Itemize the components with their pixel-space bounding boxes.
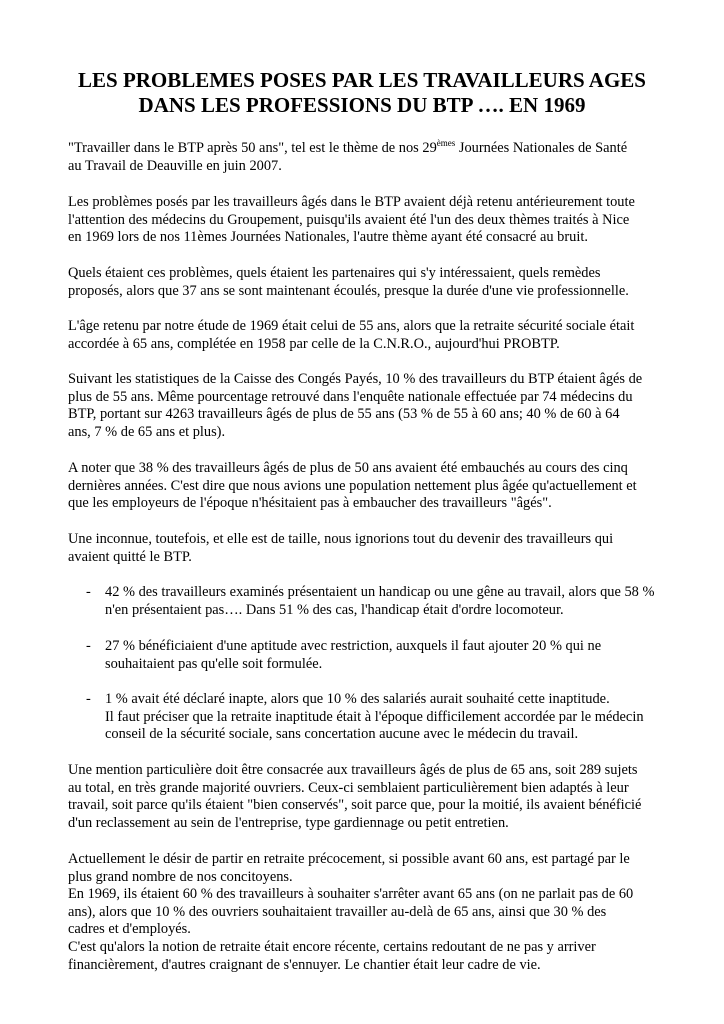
paragraph-4 xyxy=(68,318,668,353)
text-line: L'âge retenu par notre étude de 1969 était celui de 55 ans, alors que la retraite sécurité sociale était xyxy=(68,318,635,334)
superscript: èmes xyxy=(436,138,456,148)
text-line: financièrement, d'autres craignant de s'ennuyer. Le chantier était leur cadre de vie. xyxy=(68,956,541,973)
text-line: Actuellement le désir de partir en retraite précocement, si possible avant 60 ans, est partagé par le xyxy=(68,851,630,867)
text-line: C'est qu'alors la notion de retraite était encore récente, certains redoutant de ne pas y arriver xyxy=(68,938,596,955)
text-line: accordée à 65 ans, complétée en 1958 par celle de la C.N.R.O., aujourd'hui PROBTP. xyxy=(68,335,560,352)
text-line: au Travail de Deauville en juin 2007. xyxy=(68,157,282,174)
text-line: travail, soit parce qu'ils étaient "bien conservés", soit parce que, pour la moitié, ils avaient bénéficié xyxy=(68,797,642,814)
paragraph-7 xyxy=(68,531,668,566)
text-line: en 1969 lors de nos 11èmes Journées Nationales, l'autre thème ayant été consacré au bruit. xyxy=(68,229,588,246)
text-line: Une inconnue, toutefois, et elle est de taille, nous ignorions tout du devenir des travailleurs qui xyxy=(68,531,614,547)
text-line: ans, 7 % de 65 ans et plus). xyxy=(68,423,226,440)
text-line: que les employeurs de l'époque n'hésitaient pas à embaucher des travailleurs "âgés". xyxy=(68,495,552,512)
text-line: cadres et d'employés. xyxy=(68,921,191,938)
paragraph-2 xyxy=(68,194,668,247)
list-item-text xyxy=(105,691,675,744)
document-title xyxy=(50,68,674,118)
text-line: dernières années. C'est dire que nous avions une population nettement plus âgée qu'actuellement et xyxy=(68,477,637,494)
text-line: "Travailler dans le BTP après 50 ans", tel est le thème de nos 29èmes Journées Nationales de Santé xyxy=(68,138,628,156)
text-line: Suivant les statistiques de la Caisse des Congés Payés, 10 % des travailleurs du BTP étaient âgés de xyxy=(68,371,643,387)
bullet-dash: - xyxy=(86,638,91,654)
text-line: ans), alors que 10 % des ouvriers souhaitaient travailler au-delà de 65 ans, ainsi que 30 % des xyxy=(68,903,607,920)
text-line: Quels étaient ces problèmes, quels étaient les partenaires qui s'y intéressaient, quels remèdes xyxy=(68,265,601,281)
bullet-dash: - xyxy=(86,584,91,600)
text-line: Une mention particulière doit être consacrée aux travailleurs âgés de plus de 65 ans, soit 289 sujets xyxy=(68,762,638,778)
paragraph-5 xyxy=(68,371,668,441)
text-line: A noter que 38 % des travailleurs âgés de plus de 50 ans avaient été embauchés au cours des cinq xyxy=(68,460,628,476)
paragraph-6 xyxy=(68,460,668,513)
text-line: 27 % bénéficiaient d'une aptitude avec restriction, auxquels il faut ajouter 20 % qui ne xyxy=(105,638,602,654)
list-item-text xyxy=(105,638,675,673)
text-line: souhaitaient pas qu'elle soit formulée. xyxy=(105,655,323,672)
text-line: d'un reclassement au sein de l'entreprise, type gardiennage ou petit entretien. xyxy=(68,814,509,831)
paragraph-8 xyxy=(68,762,668,832)
title-line: LES PROBLEMES POSES PAR LES TRAVAILLEURS AGES xyxy=(78,68,646,92)
paragraph-3 xyxy=(68,265,668,300)
text-line: proposés, alors que 37 ans se sont maintenant écoulés, presque la durée d'une vie professionnelle. xyxy=(68,282,629,299)
text-line: conseil de la sécurité sociale, sans concertation aucune avec le médecin du travail. xyxy=(105,726,579,743)
title-line: DANS LES PROFESSIONS DU BTP …. EN 1969 xyxy=(138,93,586,117)
text-line: En 1969, ils étaient 60 % des travailleurs à souhaiter s'arrêter avant 65 ans (on ne parlait pas de 60 xyxy=(68,886,634,903)
paragraph-intro xyxy=(68,140,668,175)
text-line: Les problèmes posés par les travailleurs âgés dans le BTP avaient déjà retenu antérieurement toute xyxy=(68,194,635,210)
bullet-dash: - xyxy=(86,691,91,707)
list-item-text xyxy=(105,584,675,619)
text-line: BTP, portant sur 4263 travailleurs âgés de plus de 55 ans (53 % de 55 à 60 ans; 40 % de 60 à 64 xyxy=(68,406,620,423)
text-line: au total, en très grande majorité ouvriers. Ceux-ci semblaient particulièrement bien adaptés à leur xyxy=(68,779,629,796)
text-line: plus de 55 ans. Même pourcentage retrouvé dans l'enquête nationale effectuée par 74 médecins du xyxy=(68,388,633,405)
text-line: plus grand nombre de nos concitoyens. xyxy=(68,868,293,885)
text-line: 42 % des travailleurs examinés présentaient un handicap ou une gêne au travail, alors que 58 % xyxy=(105,584,655,600)
text-line: l'attention des médecins du Groupement, puisqu'ils avaient été l'un des deux thèmes traités à Nice xyxy=(68,211,630,228)
text-line: avaient quitté le BTP. xyxy=(68,548,192,565)
text-line: n'en présentaient pas…. Dans 51 % des cas, l'handicap était d'ordre locomoteur. xyxy=(105,601,564,618)
text-line: Il faut préciser que la retraite inaptitude était à l'époque difficilement accordée par le médecin xyxy=(105,708,644,725)
paragraph-9 xyxy=(68,851,668,974)
text-line: 1 % avait été déclaré inapte, alors que 10 % des salariés aurait souhaité cette inaptitude. xyxy=(105,691,610,707)
